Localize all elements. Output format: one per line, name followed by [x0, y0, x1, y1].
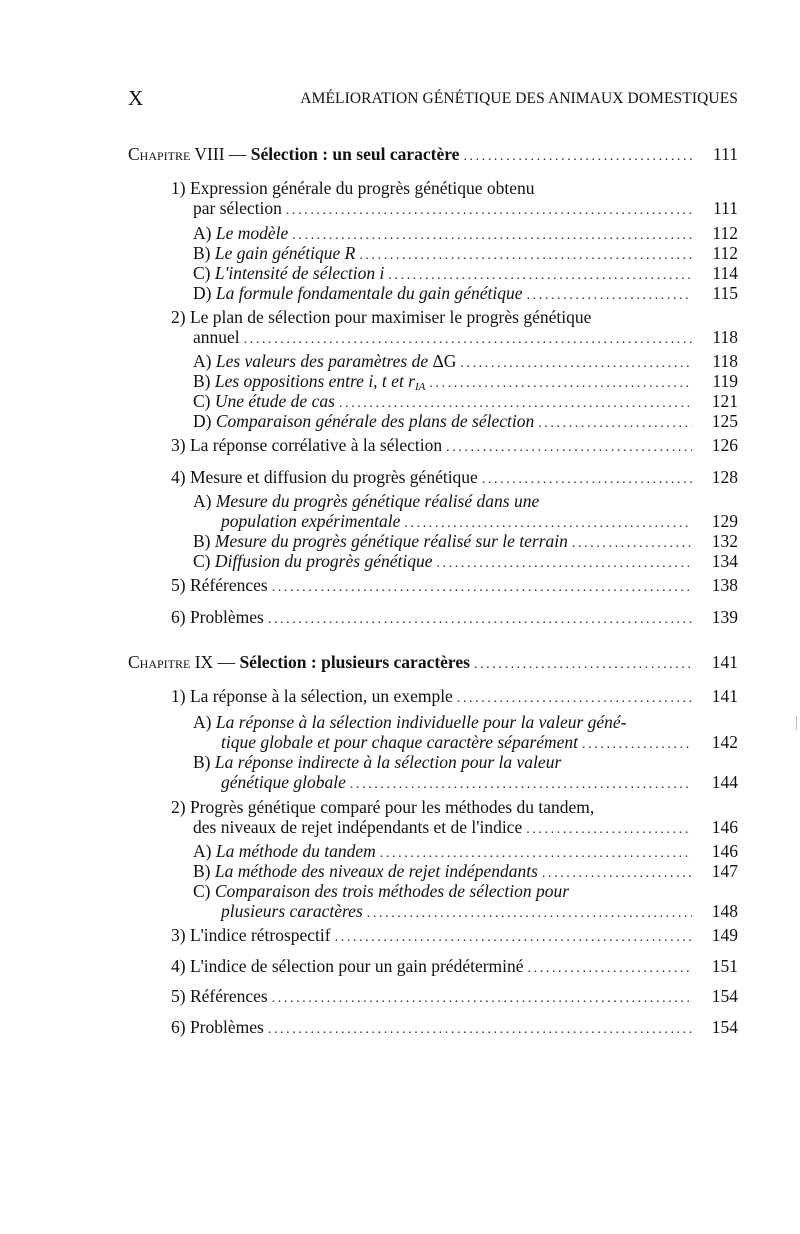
toc-entry-8-1: par sélection ..... 111 — [193, 198, 738, 221]
toc-entry-9-1A-line1: A) La réponse à la sélection individuelle pour la valeur géné- — [193, 712, 627, 732]
toc-entry-8-2C: C) Une étude de cas ..... 121 — [193, 391, 738, 414]
toc-entry-8-2D: D) Comparaison générale des plans de sélection ..... 125 — [193, 411, 738, 434]
toc-entry-8-1A: A) Le modèle ..... 112 — [193, 223, 738, 246]
toc-entry-9-3: 3) L'indice rétrospectif ..... 149 — [171, 925, 738, 948]
toc-entry-8-6: 6) Problèmes ..... 139 — [171, 607, 738, 630]
toc-entry-9-1A: tique globale et pour chaque caractère séparément ..... 142 — [221, 732, 738, 755]
running-title: AMÉLIORATION GÉNÉTIQUE DES ANIMAUX DOMESTIQUES — [300, 90, 738, 107]
toc-entry-9-1: 1) La réponse à la sélection, un exemple ..... 141 — [171, 686, 738, 709]
toc-entry-9-2-line1: 2) Progrès génétique comparé pour les méthodes du tandem, — [171, 797, 595, 817]
chapter-label: Chapitre IX — [128, 652, 214, 672]
chapter-9-heading: Chapitre IX — Sélection : plusieurs caractères ..... 141 — [128, 652, 738, 675]
toc-entry-8-1-line1: 1) Expression générale du progrès génétique obtenu — [171, 178, 535, 198]
toc-entry-8-3: 3) La réponse corrélative à la sélection ..... 126 — [171, 435, 738, 458]
chapter-8-heading: Chapitre VIII — Sélection : un seul caractère ..... 111 — [128, 144, 738, 167]
chapter-label: Chapitre VIII — [128, 144, 225, 164]
chapter-title: Sélection : plusieurs caractères — [239, 652, 470, 672]
toc-entry-8-1C: C) L'intensité de sélection i ..... 114 — [193, 263, 738, 286]
running-header — [128, 86, 738, 112]
toc-entry-8-2A: A) Les valeurs des paramètres de ΔG ..... 118 — [193, 351, 738, 374]
toc-entry-9-2C-line1: C) Comparaison des trois méthodes de sélection pour — [193, 881, 570, 901]
toc-entry-8-2: annuel ..... 118 — [193, 327, 738, 350]
toc-entry-9-1B-line1: B) La réponse indirecte à la sélection pour la valeur — [193, 752, 562, 772]
toc-entry-9-6: 6) Problèmes ..... 154 — [171, 1017, 738, 1040]
toc-entry-8-4A: population expérimentale ..... 129 — [221, 511, 738, 534]
page-number: 141 — [711, 652, 738, 672]
toc-entry-8-2B: B) Les oppositions entre i, t et $r_{IA}$ ..... 119 — [193, 371, 738, 397]
page-number-roman: X — [128, 86, 144, 110]
toc-entry-9-2A: A) La méthode du tandem ..... 146 — [193, 841, 738, 864]
toc-entry-9-2: des niveaux de rejet indépendants et de l'indice ..... 146 — [193, 817, 738, 840]
toc-entry-8-4A-line1: A) Mesure du progrès génétique réalisé dans une — [193, 491, 540, 511]
page-number: 111 — [713, 144, 738, 164]
scan-artifact-mark — [796, 716, 797, 730]
toc-entry-9-2B: B) La méthode des niveaux de rejet indépendants ..... 147 — [193, 861, 738, 884]
leader-dots — [474, 655, 692, 675]
toc-entry-8-4C: C) Diffusion du progrès génétique ..... 134 — [193, 551, 738, 574]
toc-entry-9-2C: plusieurs caractères ..... 148 — [221, 901, 738, 924]
toc-entry-9-1B: génétique globale ..... 144 — [221, 772, 738, 795]
chapter-title: Sélection : un seul caractère — [250, 144, 460, 164]
toc-entry-9-5: 5) Références ..... 154 — [171, 986, 738, 1009]
leader-dots — [463, 147, 692, 167]
toc-entry-8-1D: D) La formule fondamentale du gain génétique ..... 115 — [193, 283, 738, 306]
toc-entry-8-4B: B) Mesure du progrès génétique réalisé sur le terrain ..... 132 — [193, 531, 738, 554]
toc-entry-8-4: 4) Mesure et diffusion du progrès génétique ..... 128 — [171, 467, 738, 490]
toc-entry-8-1B: B) Le gain génétique R ..... 112 — [193, 243, 738, 266]
toc-entry-9-4: 4) L'indice de sélection pour un gain prédéterminé ..... 151 — [171, 956, 738, 979]
toc-entry-8-2-line1: 2) Le plan de sélection pour maximiser le progrès génétique — [171, 307, 592, 327]
toc-entry-8-5: 5) Références ..... 138 — [171, 575, 738, 598]
